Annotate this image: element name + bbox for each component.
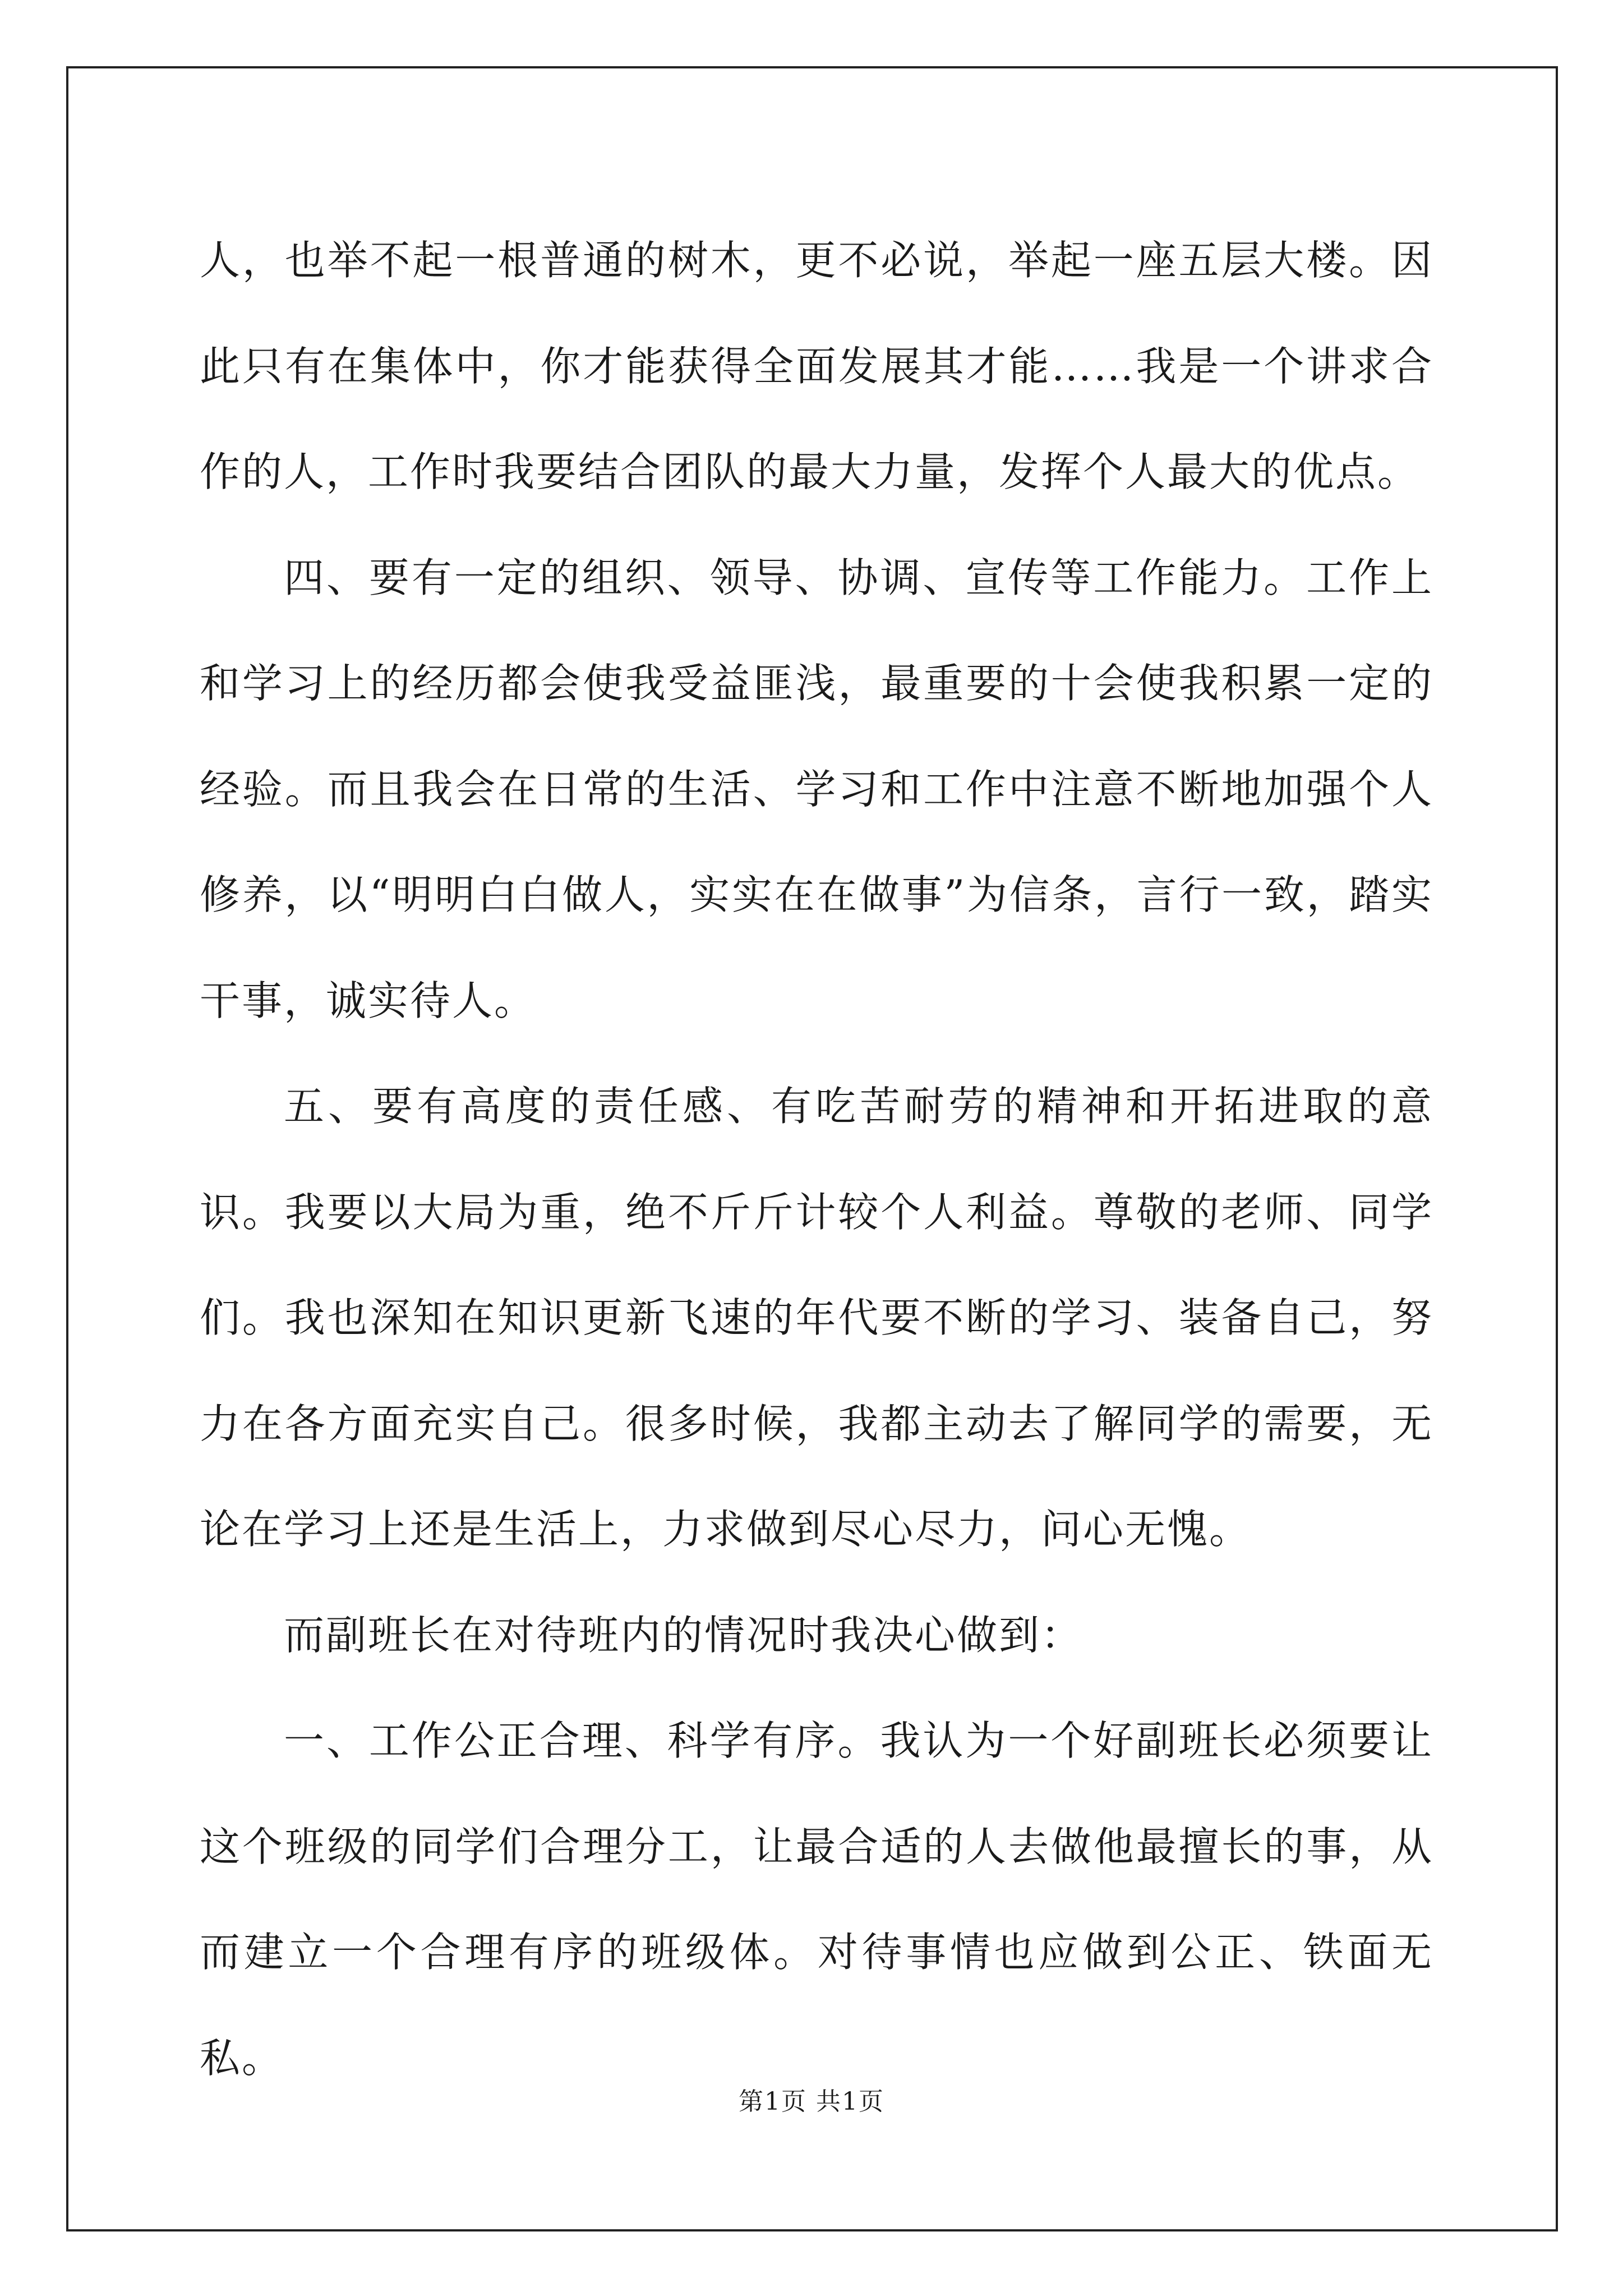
- document-body: [200, 208, 1433, 2111]
- paragraph: 五、要有高度的责任感、有吃苦耐劳的精神和开拓进取的意识。我要以大局为重，绝不斤斤计较个人利益。尊敬的老师、同学们。我也深知在知识更新飞速的年代要不断的学习、装备自己，努力在各方面充实自己。很多时候，我都主动去了解同学的需要，无论在学习上还是生活上，力求做到尽心尽力，问心无愧。: [200, 1083, 1433, 1553]
- paragraph: 而副班长在对待班内的情况时我决心做到：: [284, 1611, 1083, 1659]
- page-footer: 第1页 共1页: [739, 2087, 884, 2116]
- paragraph: 人，也举不起一根普通的树木，更不必说，举起一座五层大楼。因此只有在集体中，你才能获得全面发展其才能……我是一个讲求合作的人，工作时我要结合团队的最大力量，发挥个人最大的优点。: [200, 237, 1433, 495]
- paragraph: 四、要有一定的组织、领导、协调、宣传等工作能力。工作上和学习上的经历都会使我受益匪浅，最重要的十会使我积累一定的经验。而且我会在日常的生活、学习和工作中注意不断地加强个人修养，以“明明白白做人，实实在在做事”为信条，言行一致，踏实干事，诚实待人。: [200, 554, 1433, 1024]
- paragraph: 一、工作公正合理、科学有序。我认为一个好副班长必须要让这个班级的同学们合理分工，让最合适的人去做他最擅长的事，从而建立一个合理有序的班级体。对待事情也应做到公正、铁面无私。: [200, 1717, 1433, 2082]
